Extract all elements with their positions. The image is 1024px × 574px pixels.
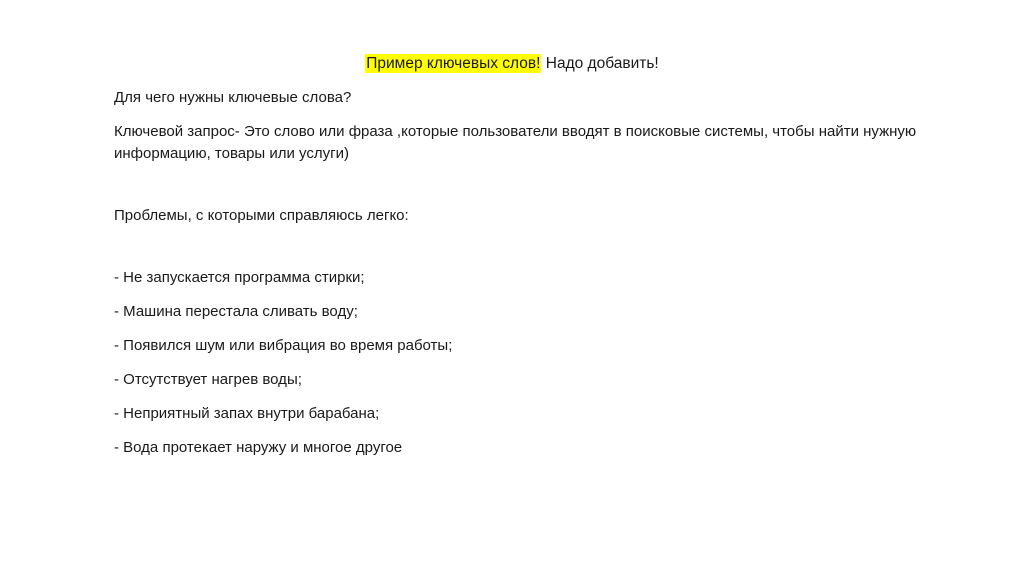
- definition-text: Ключевой запрос- Это слово или фраза ,которые пользователи вводят в поисковые системы, чтобы найти нужную информацию, товары или услуги): [114, 123, 917, 162]
- question-text: Для чего нужны ключевые слова?: [114, 89, 352, 106]
- problems-list: [114, 267, 934, 459]
- slide-title: [0, 53, 1024, 75]
- list-item: - Вода протекает наружу и многое другое: [114, 439, 403, 456]
- list-item: - Отсутствует нагрев воды;: [114, 371, 302, 388]
- spacer: [114, 177, 934, 205]
- title-note-text: Надо добавить!: [545, 55, 659, 72]
- list-item: - Появился шум или вибрация во время работы;: [114, 337, 453, 354]
- highlighted-title-text: Пример ключевых слов!: [366, 55, 541, 72]
- list-item: - Не запускается программа стирки;: [114, 269, 365, 286]
- list-item: - Машина перестала сливать воду;: [114, 303, 358, 320]
- slide-content: [114, 87, 934, 471]
- problems-heading: Проблемы, с которыми справляюсь легко:: [114, 207, 409, 224]
- spacer: [114, 239, 934, 267]
- list-item: - Неприятный запах внутри барабана;: [114, 405, 380, 422]
